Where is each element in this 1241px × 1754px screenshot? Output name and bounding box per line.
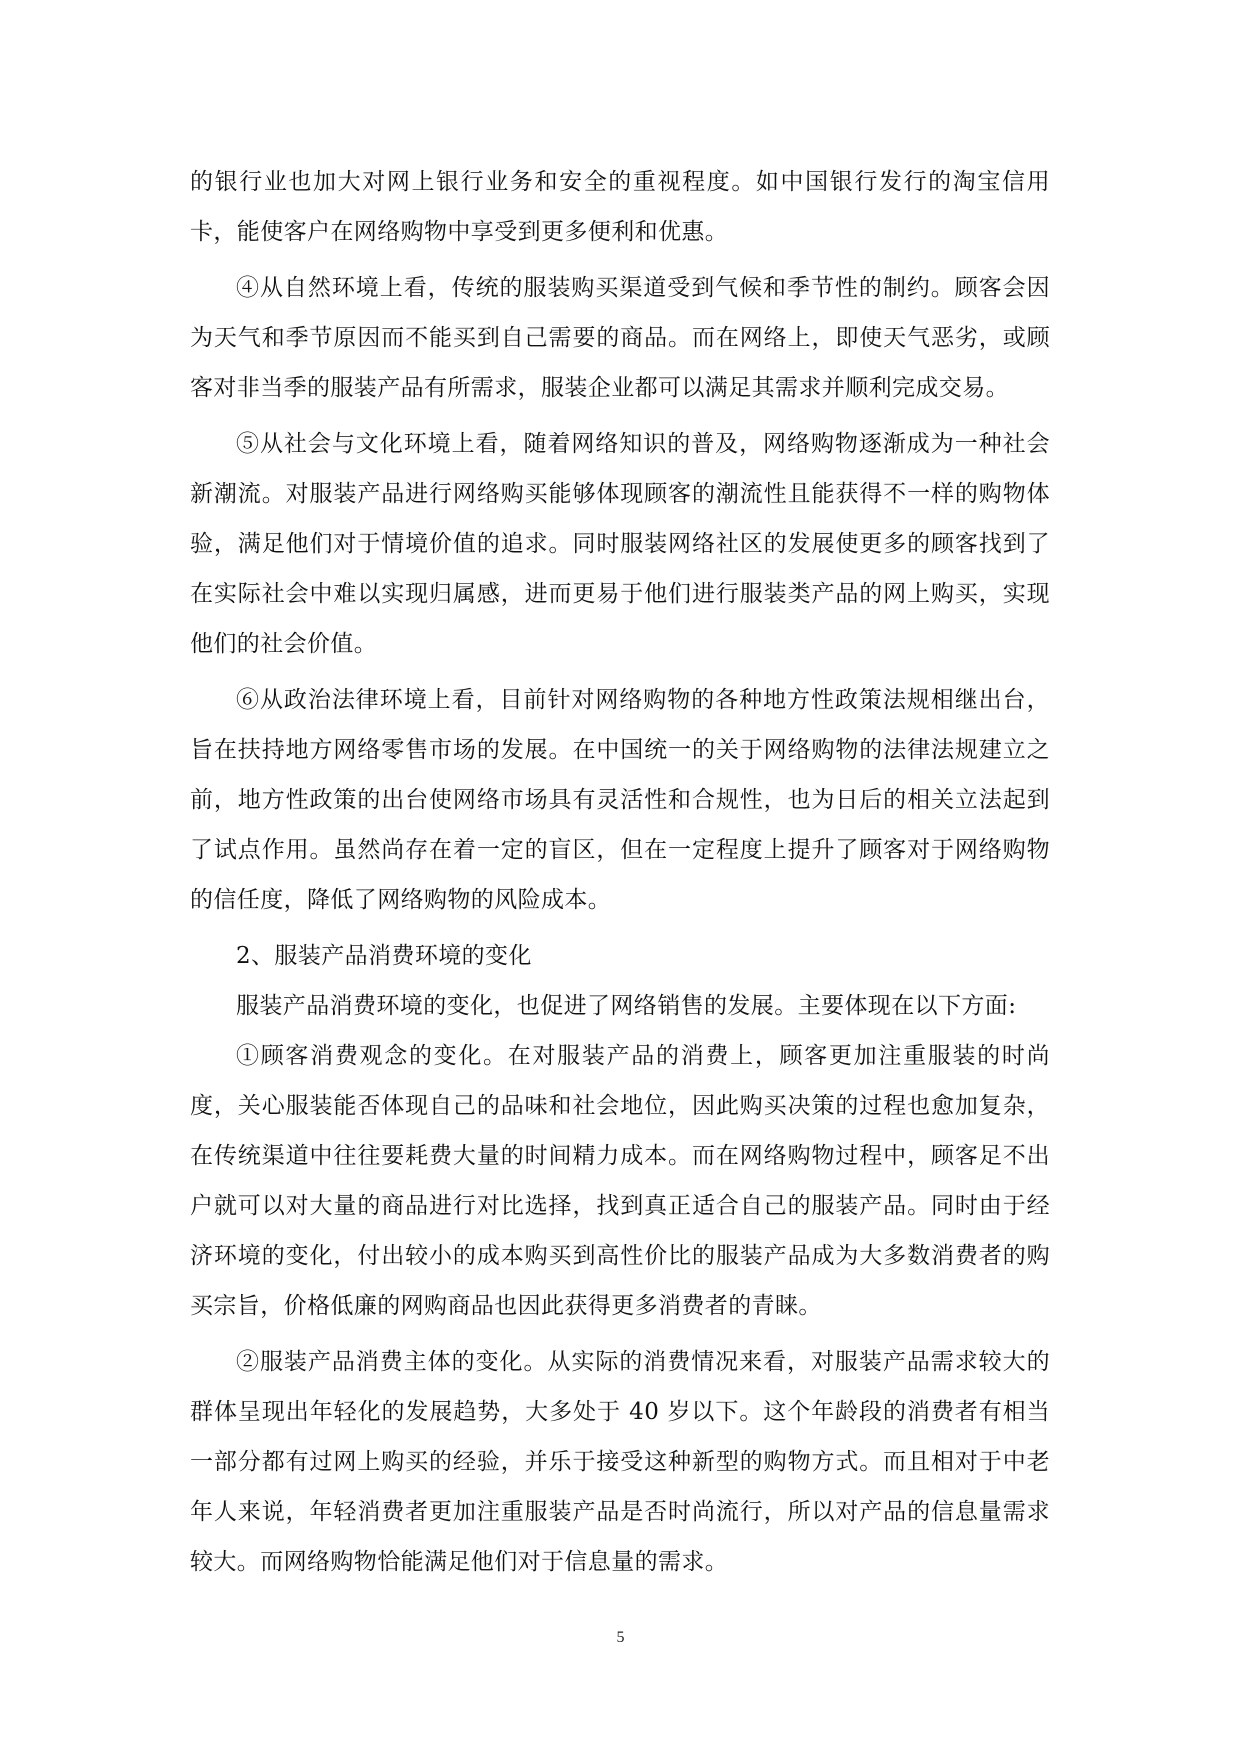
paragraph-natural-environment: ④从自然环境上看，传统的服装购买渠道受到气候和季节性的制约。顾客会因为天气和季节原因而不能买到自己需要的商品。而在网络上，即使天气恶劣，或顾客对非当季的服装产品有所需求，服装企业都可以满足其需求并顺利完成交易。 [190,275,1050,401]
paragraph-social-cultural-environment: ⑤从社会与文化环境上看，随着网络知识的普及，网络购物逐渐成为一种社会新潮流。对服装产品进行网络购买能够体现顾客的潮流性且能获得不一样的购物体验，满足他们对于情境价值的追求。同时服装网络社区的发展使更多的顾客找到了在实际社会中难以实现归属感，进而更易于他们进行服装类产品的网上购买，实现他们的社会价值。 [190,431,1050,657]
paragraph-consumption-intro: 服装产品消费环境的变化，也促进了网络销售的发展。主要体现在以下方面: [236,993,1017,1019]
section-heading-consumption-environment: 2、服装产品消费环境的变化 [236,943,532,969]
page-number: 5 [616,1629,625,1646]
paragraph-consumer-concept-change: ①顾客消费观念的变化。在对服装产品的消费上，顾客更加注重服装的时尚度，关心服装能否体现自己的品味和社会地位，因此购买决策的过程也愈加复杂，在传统渠道中往往要耗费大量的时间精力成本。而在网络购物过程中，顾客足不出户就可以对大量的商品进行对比选择，找到真正适合自己的服装产品。同时由于经济环境的变化，付出较小的成本购买到高性价比的服装产品成为大多数消费者的购买宗旨，价格低廉的网购商品也因此获得更多消费者的青睐。 [190,1043,1050,1319]
paragraph-political-legal-environment: ⑥从政治法律环境上看，目前针对网络购物的各种地方性政策法规相继出台，旨在扶持地方网络零售市场的发展。在中国统一的关于网络购物的法律法规建立之前，地方性政策的出台使网络市场具有灵活性和合规性，也为日后的相关立法起到了试点作用。虽然尚存在着一定的盲区，但在一定程度上提升了顾客对于网络购物的信任度，降低了网络购物的风险成本。 [190,687,1050,913]
paragraph-consumer-subject-change: ②服装产品消费主体的变化。从实际的消费情况来看，对服装产品需求较大的群体呈现出年轻化的发展趋势，大多处于 40 岁以下。这个年龄段的消费者有相当一部分都有过网上购买的经验，并乐于接受这种新型的购物方式。而且相对于中老年人来说，年轻消费者更加注重服装产品是否时尚流行，所以对产品的信息量需求较大。而网络购物恰能满足他们对于信息量的需求。 [190,1349,1050,1575]
body-text [190,157,1050,1587]
paragraph-banking-continuation: 的银行业也加大对网上银行业务和安全的重视程度。如中国银行发行的淘宝信用卡，能使客户在网络购物中享受到更多便利和优惠。 [190,169,1050,245]
